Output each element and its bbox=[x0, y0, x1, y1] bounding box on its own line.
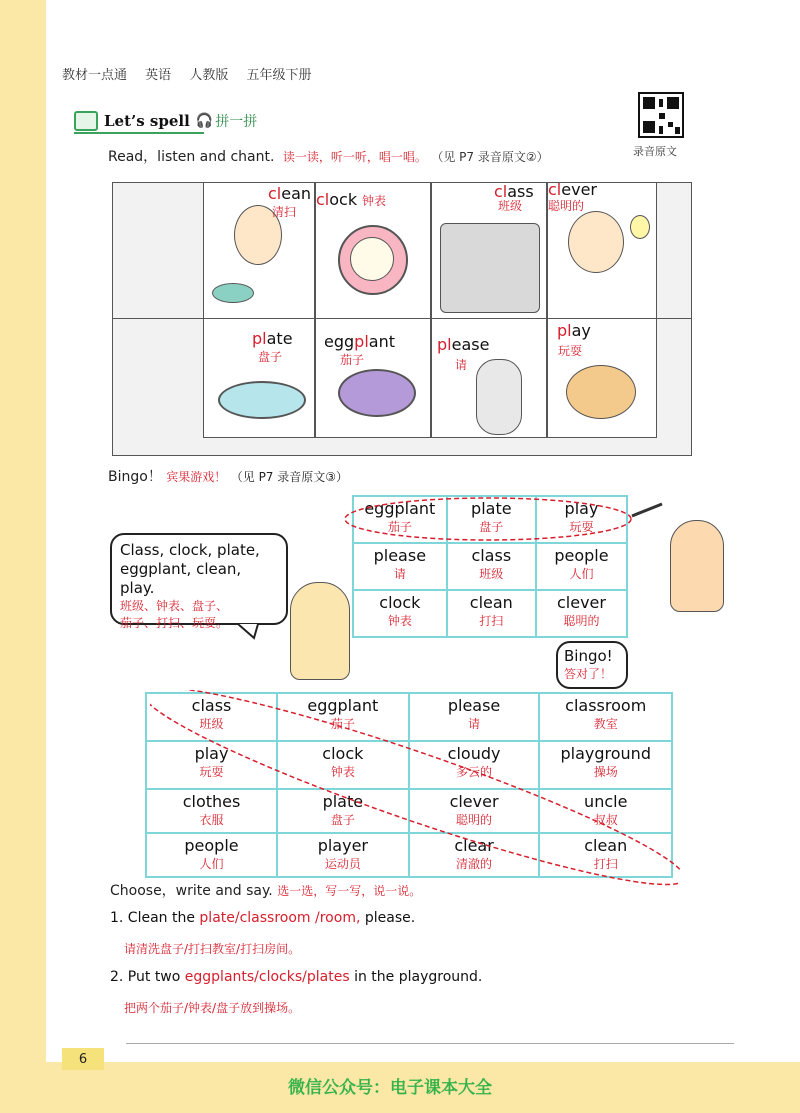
book-header bbox=[62, 64, 325, 83]
bingo-cell[interactable]: classroom 教室 bbox=[539, 693, 672, 741]
header-grade: 五年级下册 bbox=[246, 68, 312, 83]
mop-illustration bbox=[212, 283, 254, 303]
bingo-cell[interactable]: plate 盘子 bbox=[447, 496, 536, 543]
bingo-cell[interactable]: class 班级 bbox=[447, 543, 536, 590]
bingo-cell[interactable]: people 人们 bbox=[146, 833, 277, 877]
lightbulb-icon bbox=[630, 215, 650, 239]
table-row bbox=[353, 590, 627, 637]
section-title: Let’s spell bbox=[104, 112, 190, 130]
girl-illustration bbox=[290, 582, 350, 680]
bubble-line: 班级、钟表、盘子、 bbox=[120, 599, 229, 613]
bingo-cell[interactable]: clean 打扫 bbox=[539, 833, 672, 877]
bingo-cell[interactable]: please 请 bbox=[409, 693, 540, 741]
instruction-chant-ref: （见 P7 录音原文②） bbox=[431, 150, 549, 164]
question-1-translation: 请清洗盘子/打扫教室/打扫房间。 bbox=[124, 942, 301, 956]
bingo-cell[interactable]: people 人们 bbox=[536, 543, 627, 590]
card-word: clock bbox=[316, 190, 358, 209]
boy-illustration bbox=[670, 520, 724, 612]
cat-playing-illustration bbox=[566, 365, 636, 419]
clock-face bbox=[350, 237, 394, 281]
instruction-choose-cn: 选一选，写一写，说一说。 bbox=[277, 884, 422, 898]
bingo-cell[interactable]: clever 聪明的 bbox=[536, 590, 627, 637]
book-icon bbox=[74, 111, 98, 131]
header-edition: 人教版 bbox=[189, 68, 229, 83]
bingo-cell[interactable]: clock 钟表 bbox=[353, 590, 447, 637]
bingo-cell[interactable]: player 运动员 bbox=[277, 833, 409, 877]
card-word: clever bbox=[548, 180, 597, 199]
header-subject: 英语 bbox=[145, 68, 172, 83]
classroom-illustration bbox=[440, 223, 540, 313]
footer-divider bbox=[126, 1043, 734, 1044]
bingo-cell[interactable]: uncle 叔叔 bbox=[539, 789, 672, 833]
card-word-cn: 清扫 bbox=[272, 205, 297, 219]
bingo-cell[interactable]: eggplant 茄子 bbox=[277, 693, 409, 741]
boy-glasses-illustration bbox=[568, 211, 624, 273]
instruction-chant-en: Read，listen and chant. bbox=[108, 149, 275, 165]
table-row bbox=[353, 543, 627, 590]
card-word: plate bbox=[252, 329, 293, 348]
bubble-tail bbox=[236, 622, 266, 642]
question-2: 2. Put two eggplants/clocks/plates in the playground. bbox=[110, 969, 483, 985]
bingo-highlight-diagonal bbox=[150, 690, 680, 890]
card-word-cn: 聪明的 bbox=[548, 199, 585, 213]
card-word-cn: 请 bbox=[455, 358, 468, 372]
card-word: play bbox=[557, 321, 591, 340]
instruction-choose bbox=[110, 880, 421, 900]
section-banner bbox=[74, 110, 257, 132]
qr-caption: 录音原文 bbox=[633, 145, 677, 158]
question-1: 1. Clean the plate/classroom /room, please. bbox=[110, 910, 416, 926]
bingo-cell[interactable]: play 玩耍 bbox=[536, 496, 627, 543]
headphones-icon: 🎧 bbox=[195, 113, 214, 129]
question-2-translation: 把两个茄子/钟表/盘子放到操场。 bbox=[124, 1001, 301, 1015]
pen-icon bbox=[628, 500, 668, 520]
bingo-cell[interactable]: clear 清澈的 bbox=[409, 833, 540, 877]
card-word-cn: 盘子 bbox=[258, 350, 283, 364]
bingo-cell[interactable]: clothes 衣服 bbox=[146, 789, 277, 833]
eggplant-illustration bbox=[338, 369, 416, 417]
bingo-cell[interactable]: cloudy 多云的 bbox=[409, 741, 540, 789]
card-word-cn: 玩耍 bbox=[558, 344, 583, 358]
bingo-cell[interactable]: clean 打扫 bbox=[447, 590, 536, 637]
card-word: class bbox=[494, 182, 534, 201]
speech-bubble-girl bbox=[110, 533, 288, 630]
section-subtitle: 拼一拼 bbox=[215, 114, 258, 130]
bubble-line: Class, clock, plate, bbox=[120, 541, 260, 559]
instruction-bingo bbox=[108, 466, 348, 486]
bingo-cell[interactable]: please 请 bbox=[353, 543, 447, 590]
bingo-cell[interactable]: playground 操场 bbox=[539, 741, 672, 789]
card-word: eggplant bbox=[324, 332, 395, 351]
bingo-cell[interactable]: eggplant 茄子 bbox=[353, 496, 447, 543]
bingo-cell[interactable]: clock 钟表 bbox=[277, 741, 409, 789]
instruction-chant bbox=[108, 146, 549, 166]
bubble-line: eggplant, clean, play. bbox=[120, 560, 242, 597]
page-margin-left bbox=[0, 0, 46, 1113]
banner-underline bbox=[74, 132, 204, 134]
instruction-bingo-en: Bingo！ bbox=[108, 469, 162, 485]
bubble-line: Bingo! bbox=[564, 647, 613, 665]
bingo-cell[interactable]: class 班级 bbox=[146, 693, 277, 741]
instruction-bingo-cn: 宾果游戏！ bbox=[166, 470, 227, 484]
qr-code-icon[interactable] bbox=[638, 92, 684, 138]
bingo-highlight-small bbox=[340, 494, 640, 546]
instruction-chant-cn: 读一读，听一听，唱一唱。 bbox=[282, 150, 427, 164]
header-series: 教材一点通 bbox=[62, 68, 128, 83]
card-word: clean bbox=[268, 184, 312, 203]
speech-bubble-boy bbox=[556, 641, 628, 689]
page-number: 6 bbox=[62, 1048, 104, 1070]
instruction-choose-en: Choose，write and say. bbox=[110, 883, 273, 899]
card-word-cn: 钟表 bbox=[362, 194, 387, 208]
bingo-cell[interactable]: clever 聪明的 bbox=[409, 789, 540, 833]
card-word-cn: 班级 bbox=[498, 199, 523, 213]
bingo-cell[interactable]: play 玩耍 bbox=[146, 741, 277, 789]
bubble-line: 茄子、打扫、玩耍。 bbox=[120, 616, 229, 630]
card-word-cn: 茄子 bbox=[340, 353, 365, 367]
watermark: 微信公众号：电子课本大全 bbox=[288, 1078, 492, 1098]
instruction-bingo-ref: （见 P7 录音原文③） bbox=[230, 470, 349, 484]
card-class[interactable] bbox=[431, 182, 547, 320]
bubble-line: 答对了！ bbox=[564, 667, 613, 681]
bingo-cell[interactable]: plate 盘子 bbox=[277, 789, 409, 833]
card-word: please bbox=[437, 335, 490, 354]
plate-illustration bbox=[218, 381, 306, 419]
waiter-illustration bbox=[476, 359, 522, 435]
